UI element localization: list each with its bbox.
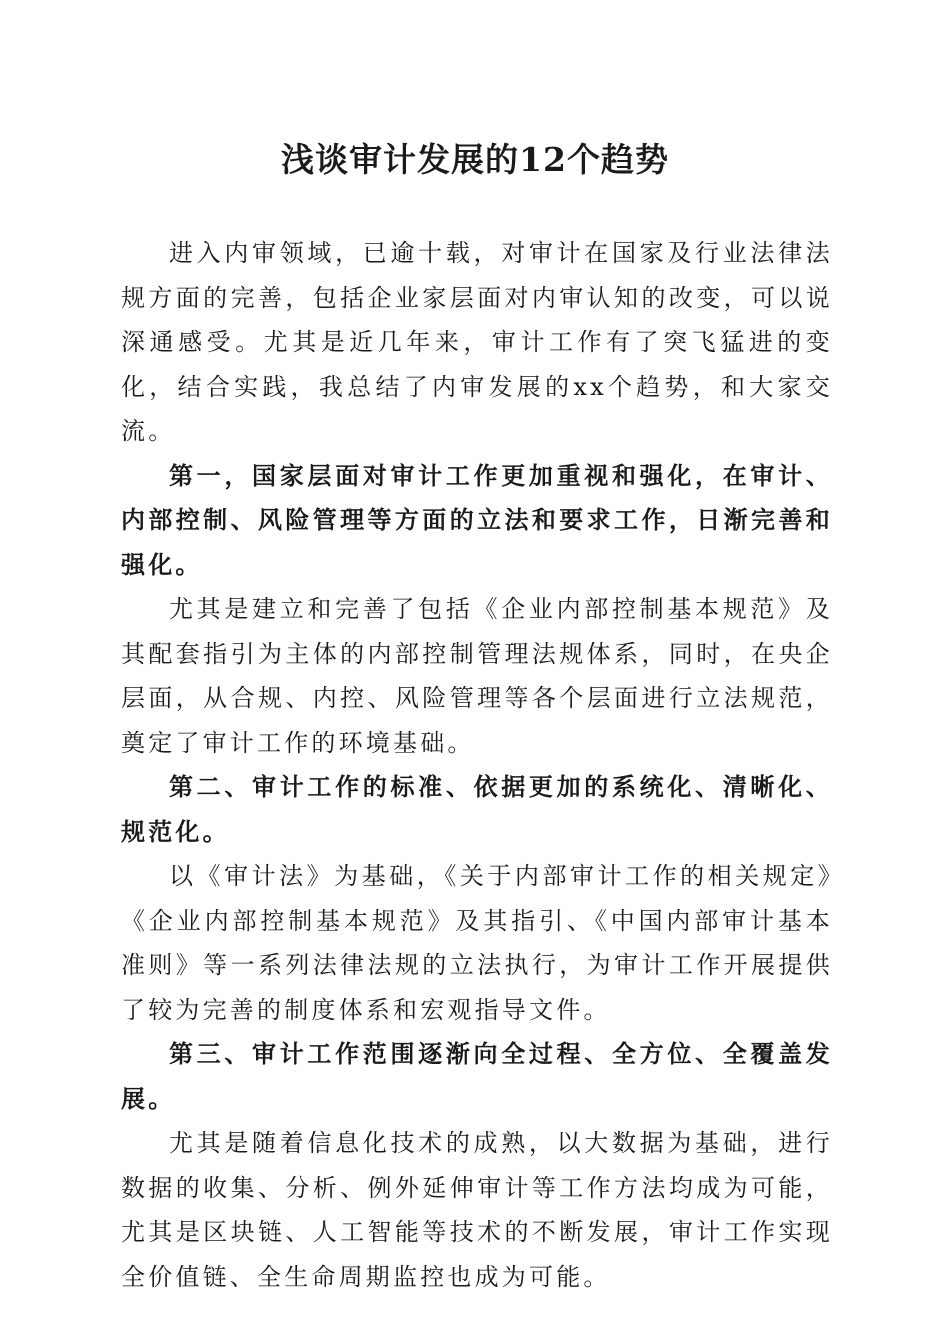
- paragraph-2: 以《审计法》为基础，《关于内部审计工作的相关规定》《企业内部控制基本规范》及其指引、《中国内部审计基本准则》等一系列法律法规的立法执行，为审计工作开展提供了较为完善的制度体系和宏观指导文件。: [121, 862, 833, 1024]
- paragraph-1: 尤其是建立和完善了包括《企业内部控制基本规范》及其配套指引为主体的内部控制管理法规体系，同时，在央企层面，从合规、内控、风险管理等各个层面进行立法规范，奠定了审计工作的环境基础。: [121, 595, 833, 757]
- section-heading-1: 第一，国家层面对审计工作更加重视和强化，在审计、内部控制、风险管理等方面的立法和要求工作，日渐完善和强化。: [121, 460, 833, 579]
- section-heading-3: 第三、审计工作范围逐渐向全过程、全方位、全覆盖发展。: [121, 1039, 833, 1113]
- document-body: [121, 231, 833, 1299]
- paragraph-3: 尤其是随着信息化技术的成熟，以大数据为基础，进行数据的收集、分析、例外延伸审计等工作方法均成为可能，尤其是区块链、人工智能等技术的不断发展，审计工作实现全价值链、全生命周期监控也成为可能。: [121, 1129, 833, 1291]
- section-heading-2: 第二、审计工作的标准、依据更加的系统化、清晰化、规范化。: [121, 772, 833, 846]
- paragraph-intro: 进入内审领域，已逾十载，对审计在国家及行业法律法规方面的完善，包括企业家层面对内审认知的改变，可以说深通感受。尤其是近几年来，审计工作有了突飞猛进的变化，结合实践，我总结了内审发展的xx个趋势，和大家交流。: [121, 239, 833, 445]
- document-title: 浅谈审计发展的12个趋势: [281, 140, 669, 179]
